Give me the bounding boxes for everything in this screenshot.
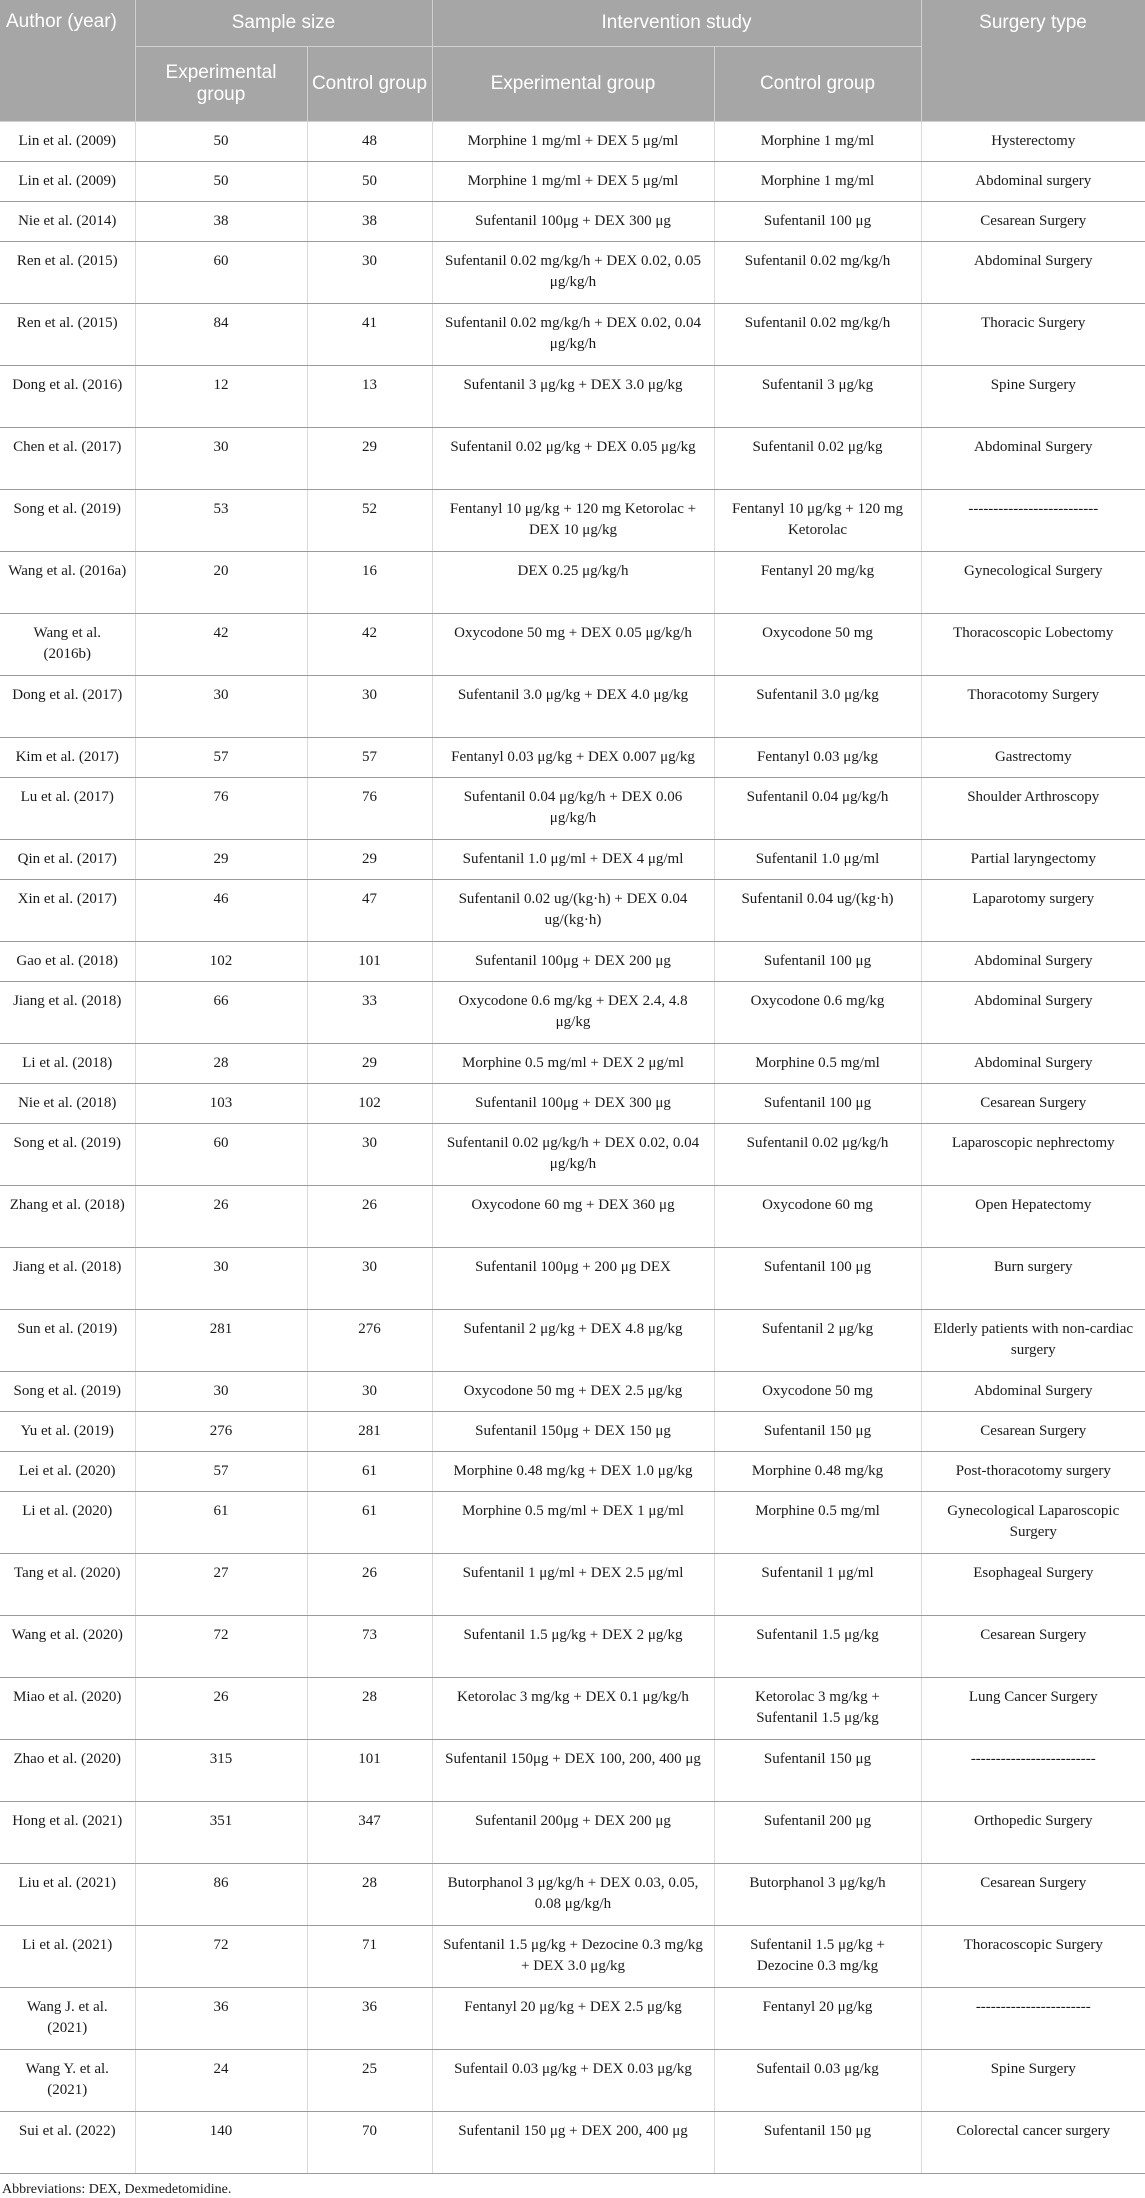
- experimental-n-cell: 86: [135, 1864, 307, 1926]
- control-n-cell: 30: [307, 676, 432, 738]
- control-intervention-cell: Sufentanil 0.04 μg/kg/h: [714, 778, 921, 840]
- table-row: [0, 982, 1145, 1044]
- experimental-intervention-cell: Sufentanil 0.02 μg/kg + DEX 0.05 μg/kg: [432, 428, 714, 490]
- experimental-intervention-cell: Sufentanil 3 μg/kg + DEX 3.0 μg/kg: [432, 366, 714, 428]
- experimental-n-cell: 60: [135, 1124, 307, 1186]
- control-intervention-cell: Sufentanil 3 μg/kg: [714, 366, 921, 428]
- experimental-n-cell: 57: [135, 1452, 307, 1492]
- experimental-intervention-cell: Sufentanil 1.5 μg/kg + Dezocine 0.3 mg/kg + DEX 3.0 μg/kg: [432, 1926, 714, 1988]
- surgery-type-cell: Cesarean Surgery: [921, 1864, 1145, 1926]
- surgery-type-cell: Abdominal Surgery: [921, 942, 1145, 982]
- table-row: [0, 490, 1145, 552]
- author-cell: Zhao et al. (2020): [0, 1740, 135, 1802]
- experimental-intervention-cell: Fentanyl 0.03 μg/kg + DEX 0.007 μg/kg: [432, 738, 714, 778]
- header-sample-size: Sample size: [135, 0, 432, 47]
- author-cell: Song et al. (2019): [0, 1124, 135, 1186]
- experimental-intervention-cell: Sufentanil 0.02 mg/kg/h + DEX 0.02, 0.05 μg/kg/h: [432, 242, 714, 304]
- experimental-n-cell: 30: [135, 676, 307, 738]
- surgery-type-cell: Elderly patients with non-cardiac surgery: [921, 1310, 1145, 1372]
- control-n-cell: 29: [307, 428, 432, 490]
- surgery-type-cell: Cesarean Surgery: [921, 1412, 1145, 1452]
- surgery-type-cell: Abdominal Surgery: [921, 982, 1145, 1044]
- header-surgery-type: Surgery type: [921, 0, 1145, 122]
- surgery-type-cell: --------------------------: [921, 490, 1145, 552]
- surgery-type-cell: Spine Surgery: [921, 366, 1145, 428]
- control-n-cell: 61: [307, 1452, 432, 1492]
- table-row: [0, 880, 1145, 942]
- experimental-n-cell: 26: [135, 1186, 307, 1248]
- control-n-cell: 26: [307, 1554, 432, 1616]
- control-n-cell: 52: [307, 490, 432, 552]
- author-cell: Gao et al. (2018): [0, 942, 135, 982]
- author-cell: Wang et al. (2016b): [0, 614, 135, 676]
- control-intervention-cell: Sufentanil 0.02 mg/kg/h: [714, 304, 921, 366]
- table-row: [0, 840, 1145, 880]
- author-cell: Sui et al. (2022): [0, 2112, 135, 2174]
- experimental-intervention-cell: Fentanyl 20 μg/kg + DEX 2.5 μg/kg: [432, 1988, 714, 2050]
- table-row: [0, 942, 1145, 982]
- table-row: [0, 366, 1145, 428]
- surgery-type-cell: Burn surgery: [921, 1248, 1145, 1310]
- experimental-intervention-cell: Oxycodone 60 mg + DEX 360 μg: [432, 1186, 714, 1248]
- experimental-n-cell: 24: [135, 2050, 307, 2112]
- author-cell: Tang et al. (2020): [0, 1554, 135, 1616]
- header-author: Author (year): [0, 0, 135, 122]
- header-control-group-n: Control group: [307, 47, 432, 122]
- author-cell: Lin et al. (2009): [0, 122, 135, 162]
- author-cell: Li et al. (2021): [0, 1926, 135, 1988]
- author-cell: Lin et al. (2009): [0, 162, 135, 202]
- table-row: [0, 242, 1145, 304]
- control-n-cell: 30: [307, 1248, 432, 1310]
- control-n-cell: 61: [307, 1492, 432, 1554]
- control-n-cell: 73: [307, 1616, 432, 1678]
- table-row: [0, 1926, 1145, 1988]
- header-control-group-intervention: Control group: [714, 47, 921, 122]
- surgery-type-cell: Abdominal surgery: [921, 162, 1145, 202]
- experimental-n-cell: 27: [135, 1554, 307, 1616]
- experimental-intervention-cell: DEX 0.25 μg/kg/h: [432, 552, 714, 614]
- control-n-cell: 30: [307, 1124, 432, 1186]
- table-row: [0, 1248, 1145, 1310]
- author-cell: Song et al. (2019): [0, 490, 135, 552]
- experimental-intervention-cell: Sufentanil 100μg + DEX 200 μg: [432, 942, 714, 982]
- control-intervention-cell: Sufentanil 1.0 μg/ml: [714, 840, 921, 880]
- control-intervention-cell: Fentanyl 20 μg/kg: [714, 1988, 921, 2050]
- author-cell: Ren et al. (2015): [0, 304, 135, 366]
- experimental-intervention-cell: Sufentanil 100μg + DEX 300 μg: [432, 1084, 714, 1124]
- surgery-type-cell: Post-thoracotomy surgery: [921, 1452, 1145, 1492]
- experimental-n-cell: 276: [135, 1412, 307, 1452]
- surgery-type-cell: Cesarean Surgery: [921, 1084, 1145, 1124]
- experimental-n-cell: 20: [135, 552, 307, 614]
- experimental-n-cell: 315: [135, 1740, 307, 1802]
- table-row: [0, 1616, 1145, 1678]
- experimental-intervention-cell: Sufentanil 3.0 μg/kg + DEX 4.0 μg/kg: [432, 676, 714, 738]
- table-row: [0, 202, 1145, 242]
- experimental-n-cell: 102: [135, 942, 307, 982]
- author-cell: Jiang et al. (2018): [0, 982, 135, 1044]
- control-intervention-cell: Ketorolac 3 mg/kg + Sufentanil 1.5 μg/kg: [714, 1678, 921, 1740]
- control-intervention-cell: Sufentanil 1 μg/ml: [714, 1554, 921, 1616]
- surgery-type-cell: Orthopedic Surgery: [921, 1802, 1145, 1864]
- control-n-cell: 25: [307, 2050, 432, 2112]
- author-cell: Song et al. (2019): [0, 1372, 135, 1412]
- author-cell: Yu et al. (2019): [0, 1412, 135, 1452]
- table-row: [0, 1802, 1145, 1864]
- control-intervention-cell: Sufentanil 100 μg: [714, 202, 921, 242]
- table-row: [0, 1412, 1145, 1452]
- control-n-cell: 281: [307, 1412, 432, 1452]
- surgery-type-cell: Abdominal Surgery: [921, 242, 1145, 304]
- author-cell: Lei et al. (2020): [0, 1452, 135, 1492]
- surgery-type-cell: Abdominal Surgery: [921, 1372, 1145, 1412]
- table-row: [0, 1124, 1145, 1186]
- surgery-type-cell: Hysterectomy: [921, 122, 1145, 162]
- experimental-intervention-cell: Oxycodone 50 mg + DEX 0.05 μg/kg/h: [432, 614, 714, 676]
- experimental-n-cell: 38: [135, 202, 307, 242]
- table-row: [0, 1678, 1145, 1740]
- experimental-intervention-cell: Sufentanil 200μg + DEX 200 μg: [432, 1802, 714, 1864]
- surgery-type-cell: Colorectal cancer surgery: [921, 2112, 1145, 2174]
- experimental-intervention-cell: Butorphanol 3 μg/kg/h + DEX 0.03, 0.05, 0.08 μg/kg/h: [432, 1864, 714, 1926]
- surgery-type-cell: Laparoscopic nephrectomy: [921, 1124, 1145, 1186]
- experimental-n-cell: 60: [135, 242, 307, 304]
- experimental-n-cell: 42: [135, 614, 307, 676]
- table-row: [0, 1084, 1145, 1124]
- experimental-intervention-cell: Sufentail 0.03 μg/kg + DEX 0.03 μg/kg: [432, 2050, 714, 2112]
- experimental-intervention-cell: Sufentanil 1.5 μg/kg + DEX 2 μg/kg: [432, 1616, 714, 1678]
- author-cell: Xin et al. (2017): [0, 880, 135, 942]
- experimental-n-cell: 50: [135, 122, 307, 162]
- author-cell: Wang Y. et al. (2021): [0, 2050, 135, 2112]
- experimental-intervention-cell: Sufentanil 0.02 mg/kg/h + DEX 0.02, 0.04 μg/kg/h: [432, 304, 714, 366]
- experimental-intervention-cell: Morphine 1 mg/ml + DEX 5 μg/ml: [432, 162, 714, 202]
- control-n-cell: 57: [307, 738, 432, 778]
- author-cell: Li et al. (2018): [0, 1044, 135, 1084]
- control-intervention-cell: Morphine 1 mg/ml: [714, 122, 921, 162]
- experimental-n-cell: 26: [135, 1678, 307, 1740]
- experimental-intervention-cell: Sufentanil 100μg + DEX 300 μg: [432, 202, 714, 242]
- control-intervention-cell: Sufentanil 150 μg: [714, 1740, 921, 1802]
- control-n-cell: 26: [307, 1186, 432, 1248]
- control-intervention-cell: Oxycodone 50 mg: [714, 614, 921, 676]
- control-intervention-cell: Morphine 1 mg/ml: [714, 162, 921, 202]
- table-row: [0, 1864, 1145, 1926]
- surgery-type-cell: Lung Cancer Surgery: [921, 1678, 1145, 1740]
- header-experimental-group-n: Experimental group: [135, 47, 307, 122]
- surgery-type-cell: Thoracoscopic Lobectomy: [921, 614, 1145, 676]
- experimental-n-cell: 72: [135, 1616, 307, 1678]
- table-row: [0, 1988, 1145, 2050]
- control-intervention-cell: Fentanyl 20 mg/kg: [714, 552, 921, 614]
- surgery-type-cell: Gynecological Laparoscopic Surgery: [921, 1492, 1145, 1554]
- control-intervention-cell: Morphine 0.5 mg/ml: [714, 1044, 921, 1084]
- author-cell: Miao et al. (2020): [0, 1678, 135, 1740]
- surgery-type-cell: Open Hepatectomy: [921, 1186, 1145, 1248]
- table-row: [0, 778, 1145, 840]
- control-n-cell: 16: [307, 552, 432, 614]
- surgery-type-cell: Thoracic Surgery: [921, 304, 1145, 366]
- control-intervention-cell: Sufentanil 150 μg: [714, 1412, 921, 1452]
- table-row: [0, 2112, 1145, 2174]
- surgery-type-cell: Shoulder Arthroscopy: [921, 778, 1145, 840]
- author-cell: Chen et al. (2017): [0, 428, 135, 490]
- table-row: [0, 1186, 1145, 1248]
- control-intervention-cell: Sufentanil 1.5 μg/kg + Dezocine 0.3 mg/kg: [714, 1926, 921, 1988]
- surgery-type-cell: Thoracoscopic Surgery: [921, 1926, 1145, 1988]
- control-n-cell: 36: [307, 1988, 432, 2050]
- table-header: [0, 0, 1145, 122]
- control-n-cell: 33: [307, 982, 432, 1044]
- control-intervention-cell: Sufentanil 0.02 μg/kg/h: [714, 1124, 921, 1186]
- experimental-n-cell: 84: [135, 304, 307, 366]
- control-intervention-cell: Sufentanil 0.02 μg/kg: [714, 428, 921, 490]
- control-n-cell: 29: [307, 840, 432, 880]
- control-n-cell: 41: [307, 304, 432, 366]
- author-cell: Wang et al. (2020): [0, 1616, 135, 1678]
- surgery-type-cell: Esophageal Surgery: [921, 1554, 1145, 1616]
- table-row: [0, 122, 1145, 162]
- table-row: [0, 1044, 1145, 1084]
- control-n-cell: 30: [307, 1372, 432, 1412]
- control-n-cell: 50: [307, 162, 432, 202]
- surgery-type-cell: Partial laryngectomy: [921, 840, 1145, 880]
- footnote: Abbreviations: DEX, Dexmedetomidine.: [2, 2182, 232, 2197]
- experimental-intervention-cell: Sufentanil 100μg + 200 μg DEX: [432, 1248, 714, 1310]
- control-n-cell: 29: [307, 1044, 432, 1084]
- control-n-cell: 102: [307, 1084, 432, 1124]
- experimental-intervention-cell: Sufentanil 2 μg/kg + DEX 4.8 μg/kg: [432, 1310, 714, 1372]
- control-intervention-cell: Sufentanil 100 μg: [714, 942, 921, 982]
- author-cell: Lu et al. (2017): [0, 778, 135, 840]
- table-row: [0, 614, 1145, 676]
- experimental-n-cell: 281: [135, 1310, 307, 1372]
- control-n-cell: 38: [307, 202, 432, 242]
- control-intervention-cell: Sufentanil 1.5 μg/kg: [714, 1616, 921, 1678]
- experimental-n-cell: 140: [135, 2112, 307, 2174]
- table-row: [0, 1372, 1145, 1412]
- surgery-type-cell: Gastrectomy: [921, 738, 1145, 778]
- experimental-n-cell: 66: [135, 982, 307, 1044]
- experimental-intervention-cell: Oxycodone 50 mg + DEX 2.5 μg/kg: [432, 1372, 714, 1412]
- control-n-cell: 70: [307, 2112, 432, 2174]
- experimental-n-cell: 36: [135, 1988, 307, 2050]
- control-intervention-cell: Fentanyl 10 μg/kg + 120 mg Ketorolac: [714, 490, 921, 552]
- table-row: [0, 428, 1145, 490]
- surgery-type-cell: -------------------------: [921, 1740, 1145, 1802]
- control-intervention-cell: Sufentanil 3.0 μg/kg: [714, 676, 921, 738]
- experimental-intervention-cell: Morphine 0.5 mg/ml + DEX 2 μg/ml: [432, 1044, 714, 1084]
- experimental-intervention-cell: Sufentanil 0.04 μg/kg/h + DEX 0.06 μg/kg/h: [432, 778, 714, 840]
- table-row: [0, 1554, 1145, 1616]
- table-row: [0, 676, 1145, 738]
- surgery-type-cell: Gynecological Surgery: [921, 552, 1145, 614]
- table-row: [0, 552, 1145, 614]
- control-n-cell: 48: [307, 122, 432, 162]
- surgery-type-cell: Cesarean Surgery: [921, 202, 1145, 242]
- surgery-type-cell: Abdominal Surgery: [921, 428, 1145, 490]
- author-cell: Ren et al. (2015): [0, 242, 135, 304]
- table-row: [0, 1492, 1145, 1554]
- experimental-n-cell: 30: [135, 1248, 307, 1310]
- table-row: [0, 2050, 1145, 2112]
- experimental-intervention-cell: Sufentanil 1 μg/ml + DEX 2.5 μg/ml: [432, 1554, 714, 1616]
- control-intervention-cell: Sufentanil 100 μg: [714, 1084, 921, 1124]
- surgery-type-cell: Spine Surgery: [921, 2050, 1145, 2112]
- author-cell: Wang et al. (2016a): [0, 552, 135, 614]
- header-intervention-study: Intervention study: [432, 0, 921, 47]
- control-intervention-cell: Sufentail 0.03 μg/kg: [714, 2050, 921, 2112]
- experimental-n-cell: 76: [135, 778, 307, 840]
- surgery-type-cell: Cesarean Surgery: [921, 1616, 1145, 1678]
- experimental-intervention-cell: Oxycodone 0.6 mg/kg + DEX 2.4, 4.8 μg/kg: [432, 982, 714, 1044]
- control-n-cell: 47: [307, 880, 432, 942]
- control-intervention-cell: Morphine 0.5 mg/ml: [714, 1492, 921, 1554]
- experimental-intervention-cell: Morphine 1 mg/ml + DEX 5 μg/ml: [432, 122, 714, 162]
- experimental-n-cell: 30: [135, 1372, 307, 1412]
- author-cell: Nie et al. (2018): [0, 1084, 135, 1124]
- table-row: [0, 1310, 1145, 1372]
- experimental-intervention-cell: Morphine 0.48 mg/kg + DEX 1.0 μg/kg: [432, 1452, 714, 1492]
- author-cell: Liu et al. (2021): [0, 1864, 135, 1926]
- author-cell: Jiang et al. (2018): [0, 1248, 135, 1310]
- experimental-n-cell: 28: [135, 1044, 307, 1084]
- experimental-n-cell: 46: [135, 880, 307, 942]
- author-cell: Kim et al. (2017): [0, 738, 135, 778]
- author-cell: Dong et al. (2016): [0, 366, 135, 428]
- experimental-intervention-cell: Sufentanil 0.02 ug/(kg·h) + DEX 0.04 ug/(kg·h): [432, 880, 714, 942]
- table-body: [0, 122, 1145, 2174]
- table-row: [0, 1452, 1145, 1492]
- experimental-n-cell: 103: [135, 1084, 307, 1124]
- control-intervention-cell: Butorphanol 3 μg/kg/h: [714, 1864, 921, 1926]
- experimental-n-cell: 57: [135, 738, 307, 778]
- control-intervention-cell: Oxycodone 60 mg: [714, 1186, 921, 1248]
- experimental-n-cell: 50: [135, 162, 307, 202]
- surgery-type-cell: Thoracotomy Surgery: [921, 676, 1145, 738]
- experimental-intervention-cell: Morphine 0.5 mg/ml + DEX 1 μg/ml: [432, 1492, 714, 1554]
- table-row: [0, 1740, 1145, 1802]
- experimental-n-cell: 53: [135, 490, 307, 552]
- experimental-n-cell: 29: [135, 840, 307, 880]
- experimental-intervention-cell: Sufentanil 150μg + DEX 100, 200, 400 μg: [432, 1740, 714, 1802]
- control-n-cell: 76: [307, 778, 432, 840]
- control-n-cell: 347: [307, 1802, 432, 1864]
- author-cell: Nie et al. (2014): [0, 202, 135, 242]
- table-row: [0, 738, 1145, 778]
- experimental-intervention-cell: Sufentanil 150 μg + DEX 200, 400 μg: [432, 2112, 714, 2174]
- header-experimental-group-intervention: Experimental group: [432, 47, 714, 122]
- control-intervention-cell: Oxycodone 0.6 mg/kg: [714, 982, 921, 1044]
- experimental-n-cell: 61: [135, 1492, 307, 1554]
- author-cell: Li et al. (2020): [0, 1492, 135, 1554]
- surgery-type-cell: Abdominal Surgery: [921, 1044, 1145, 1084]
- control-intervention-cell: Sufentanil 200 μg: [714, 1802, 921, 1864]
- control-n-cell: 13: [307, 366, 432, 428]
- experimental-n-cell: 72: [135, 1926, 307, 1988]
- control-intervention-cell: Sufentanil 100 μg: [714, 1248, 921, 1310]
- control-intervention-cell: Morphine 0.48 mg/kg: [714, 1452, 921, 1492]
- control-n-cell: 28: [307, 1864, 432, 1926]
- control-intervention-cell: Sufentanil 0.04 ug/(kg·h): [714, 880, 921, 942]
- author-cell: Dong et al. (2017): [0, 676, 135, 738]
- table-row: [0, 304, 1145, 366]
- surgery-type-cell: Laparotomy surgery: [921, 880, 1145, 942]
- control-n-cell: 101: [307, 942, 432, 982]
- control-n-cell: 30: [307, 242, 432, 304]
- control-n-cell: 28: [307, 1678, 432, 1740]
- control-n-cell: 101: [307, 1740, 432, 1802]
- experimental-n-cell: 12: [135, 366, 307, 428]
- experimental-intervention-cell: Sufentanil 0.02 μg/kg/h + DEX 0.02, 0.04 μg/kg/h: [432, 1124, 714, 1186]
- experimental-intervention-cell: Sufentanil 1.0 μg/ml + DEX 4 μg/ml: [432, 840, 714, 880]
- control-intervention-cell: Sufentanil 150 μg: [714, 2112, 921, 2174]
- control-intervention-cell: Sufentanil 2 μg/kg: [714, 1310, 921, 1372]
- author-cell: Sun et al. (2019): [0, 1310, 135, 1372]
- control-n-cell: 276: [307, 1310, 432, 1372]
- author-cell: Qin et al. (2017): [0, 840, 135, 880]
- author-cell: Wang J. et al. (2021): [0, 1988, 135, 2050]
- control-n-cell: 42: [307, 614, 432, 676]
- experimental-intervention-cell: Sufentanil 150μg + DEX 150 μg: [432, 1412, 714, 1452]
- control-n-cell: 71: [307, 1926, 432, 1988]
- experimental-n-cell: 30: [135, 428, 307, 490]
- author-cell: Hong et al. (2021): [0, 1802, 135, 1864]
- experimental-n-cell: 351: [135, 1802, 307, 1864]
- table-row: [0, 162, 1145, 202]
- author-cell: Zhang et al. (2018): [0, 1186, 135, 1248]
- control-intervention-cell: Fentanyl 0.03 μg/kg: [714, 738, 921, 778]
- control-intervention-cell: Sufentanil 0.02 mg/kg/h: [714, 242, 921, 304]
- experimental-intervention-cell: Ketorolac 3 mg/kg + DEX 0.1 μg/kg/h: [432, 1678, 714, 1740]
- experimental-intervention-cell: Fentanyl 10 μg/kg + 120 mg Ketorolac + DEX 10 μg/kg: [432, 490, 714, 552]
- control-intervention-cell: Oxycodone 50 mg: [714, 1372, 921, 1412]
- surgery-type-cell: -----------------------: [921, 1988, 1145, 2050]
